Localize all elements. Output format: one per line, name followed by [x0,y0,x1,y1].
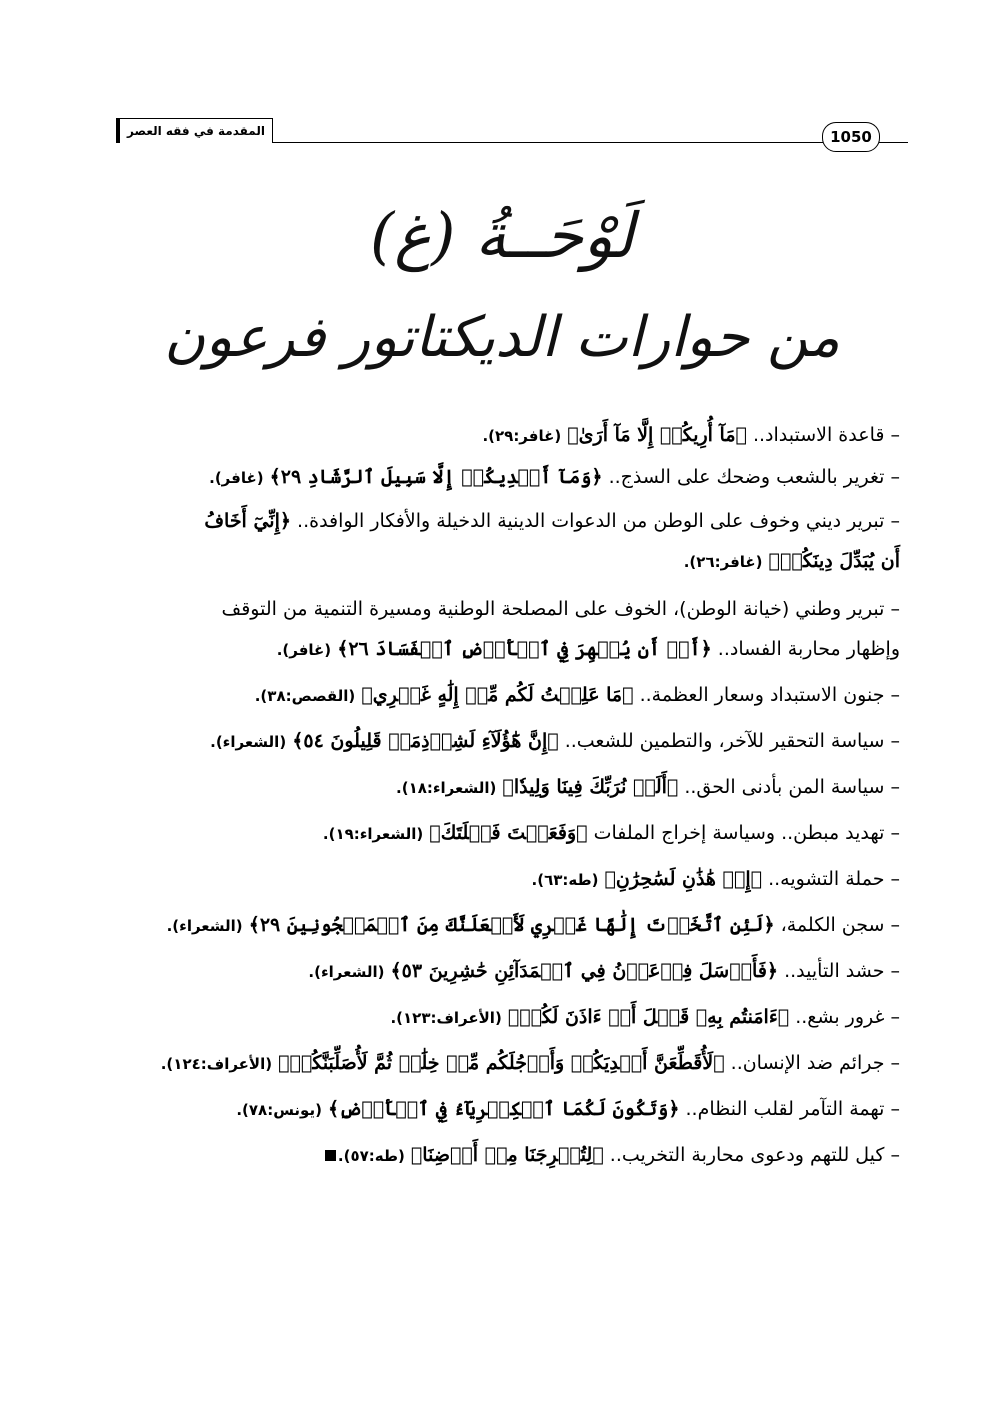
quran-verse: ﴿أَلَمۡ نُرَبِّكَ فِينَا وَلِيدٗا﴾ [502,776,679,798]
list-item [308,954,900,988]
item-text: – حشد التأييد.. [778,960,900,982]
item-text: – حملة التشويه.. [762,868,900,890]
list-item [255,678,900,712]
verse-reference: (يونس:٧٨). [236,1101,322,1119]
list-item [236,1092,900,1126]
item-text: – كيل للتهم ودعوى محاربة التخريب.. [603,1144,900,1166]
item-text: – تغرير بالشعب وضحك على السذج.. [602,466,900,488]
list-item-continuation [277,632,900,666]
item-text: – تبرير ديني وخوف على الوطن من الدعوات الدينية الدخيلة والأفكار الوافدة.. [291,510,900,532]
verse-reference: (غافر:٢٦). [683,553,763,571]
panel-subtitle: من حوارات الديكتاتور فرعون [164,305,840,370]
verse-reference: (الشعراء). [166,917,243,935]
item-text: – تهمة التآمر لقلب النظام.. [679,1098,900,1120]
quran-verse: ﴿لَئِنِ ٱتَّخَذۡتَ إِلَٰهًا غَيۡرِي لَأَجۡعَلَنَّكَ مِنَ ٱلۡمَسۡجُونِينَ ٢٩﴾ [248,914,775,936]
list-item [396,770,900,804]
verse-reference: (الشعراء:١٩). [322,825,424,843]
item-text: – جرائم ضد الإنسان.. [724,1052,900,1074]
item-text: – تهديد مبطن.. وسياسة إخراج الملفات [587,822,900,844]
quran-verse: ﴿ءَامَنتُم بِهِۦ قَبۡلَ أَنۡ ءَاذَنَ لَكُمۡ﴾ [507,1006,790,1028]
list-item [323,816,900,850]
verse-reference: (غافر). [209,469,264,487]
item-text: – غرور بشع.. [789,1006,900,1028]
verse-reference: (الأعراف:١٢٤). [160,1055,273,1073]
item-text: – سياسة التحقير للآخر، والتطمين للشعب.. [558,730,900,752]
list-item [532,862,900,896]
list-item [210,724,900,758]
quran-verse: ﴿لِتُخۡرِجَنَا مِنۡ أَرۡضِنَا﴾ [410,1144,604,1166]
quran-verse: ﴿إِنۡ هَٰذَٰنِ لَسَٰحِرَٰنِ﴾ [604,868,763,890]
item-text: – جنون الاستبداد وسعار العظمة.. [633,684,900,706]
panel-title: لَوْحَــةُ (غ) [370,199,634,272]
list-item [482,418,900,452]
quran-verse: أَن يُبَدِّلَ دِينَكُمۡ﴾ [768,550,900,572]
list-item [209,460,900,494]
quran-verse: ﴿مَآ أُرِيكُمۡ إِلَّا مَآ أَرَىٰ﴾ [567,424,747,446]
list-item [325,1138,900,1172]
item-text: – تبرير وطني (خيانة الوطن)، الخوف على المصلحة الوطنية ومسيرة التنمية من التوقف [221,598,900,620]
list-item [161,1046,900,1080]
item-text: – سجن الكلمة، [774,914,900,936]
list-item-continuation [684,544,900,578]
verse-reference: (طه:٦٣). [531,871,599,889]
book-title: المقدمة في فقه العصر [116,118,273,143]
quran-verse: ﴿أَوۡ أَن يُظۡهِرَ فِي ٱلۡأَرۡضِ ٱلۡفَسَادَ ٢٦﴾ [337,638,712,660]
list-item [390,1000,900,1034]
verse-reference: (القصص:٣٨). [254,687,356,705]
verse-reference: (طه:٥٧). [337,1147,405,1165]
quran-verse: ﴿وَفَعَلۡتَ فَعۡلَتَكَ﴾ [429,822,588,844]
quran-verse: ﴿مَا عَلِمۡتُ لَكُم مِّنۡ إِلَٰهٍ غَيۡرِي﴾ [361,684,634,706]
quran-verse: ﴿لَأُقَطِّعَنَّ أَيۡدِيَكُمۡ وَأَرۡجُلَكُم مِّنۡ خِلَٰفٖ ثُمَّ لَأُصَلِّبَنَّكُمۡ﴾ [278,1052,725,1074]
verse-reference: (الشعراء). [210,733,287,751]
item-text: – سياسة المن بأدنى الحق.. [678,776,900,798]
verse-reference: (الأعراف:١٢٣). [390,1009,502,1027]
item-text: – قاعدة الاستبداد.. [746,424,900,446]
quran-verse: ﴿إِنَّ هَٰٓؤُلَآءِ لَشِرۡذِمَةٞ قَلِيلُونَ ٥٤﴾ [292,730,559,752]
verse-reference: (غافر). [276,641,332,659]
verse-reference: (الشعراء:١٨). [396,779,497,797]
list-item [222,592,900,626]
quran-verse: ﴿وَتَكُونَ لَكُمَا ٱلۡكِبۡرِيَآءُ فِي ٱلۡأَرۡضِ﴾ [327,1098,680,1120]
page-number: 1050 [822,122,880,152]
item-text: وإظهار محاربة الفساد.. [711,638,900,660]
verse-reference: (الشعراء). [308,963,385,981]
quran-verse: ﴿فَأَرۡسَلَ فِرۡعَوۡنُ فِي ٱلۡمَدَآئِنِ حَٰشِرِينَ ٥٣﴾ [390,960,779,982]
verse-reference: (غافر:٢٩). [482,427,562,445]
quran-verse: ﴿إِنِّيٓ أَخَافُ [204,510,291,532]
quran-verse: ﴿وَمَآ أَهۡدِيكُمۡ إِلَّا سَبِيلَ ٱلرَّشَادِ ٢٩﴾ [269,466,603,488]
list-item [204,504,900,538]
list-item [167,908,900,942]
end-mark [325,1150,336,1161]
